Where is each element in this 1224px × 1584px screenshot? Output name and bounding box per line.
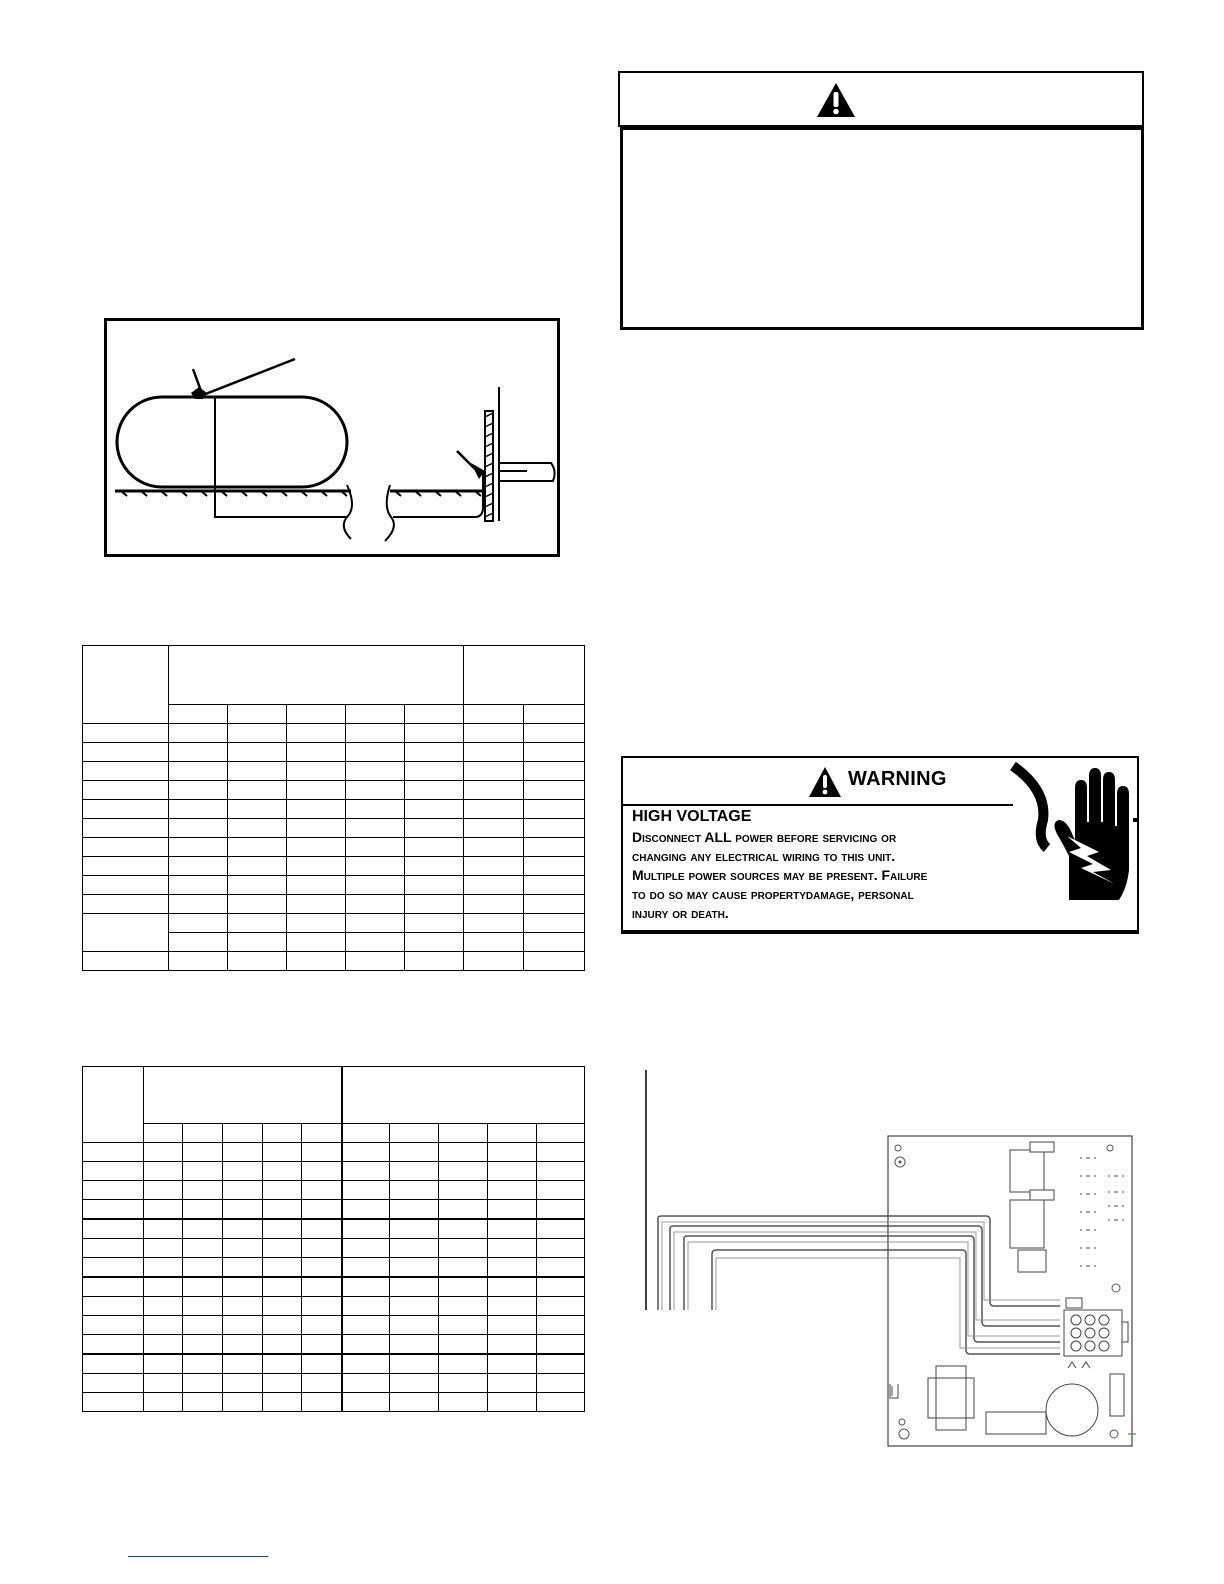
top-warning-header <box>618 71 1144 127</box>
warning-triangle-icon <box>816 82 856 118</box>
table-row <box>83 762 585 781</box>
warning-line: Disconnect ALL power before servicing or <box>632 829 897 845</box>
table-row <box>83 781 585 800</box>
table-row <box>83 1374 585 1393</box>
table-row <box>83 819 585 838</box>
warning-heading: WARNING <box>848 768 947 790</box>
footer-link-underline[interactable] <box>128 1556 268 1557</box>
table-row <box>83 743 585 762</box>
tank-illustration-frame <box>104 318 560 557</box>
relay-3 <box>1018 1250 1046 1272</box>
table-row <box>83 1200 585 1220</box>
table-two <box>82 1066 585 1412</box>
table-row <box>83 1239 585 1258</box>
warning-header-row <box>623 758 1013 806</box>
table-row <box>83 1297 585 1316</box>
table-two-subheader-row <box>83 1124 585 1143</box>
table-row <box>83 1181 585 1200</box>
table-row <box>83 724 585 743</box>
top-warning-body <box>620 127 1144 330</box>
transformer <box>936 1366 966 1430</box>
relay-2 <box>1010 1200 1044 1248</box>
table-one-header-row <box>83 646 585 705</box>
warning-line: Multiple power sources may be present. Failure <box>632 867 928 883</box>
propane-tank-diagram <box>107 321 557 554</box>
warning-triangle-icon <box>808 766 842 798</box>
table-row <box>83 952 585 971</box>
table-row <box>83 838 585 857</box>
table-row <box>83 1393 585 1412</box>
table-row <box>83 800 585 819</box>
high-voltage-warning-panel <box>621 756 1139 934</box>
warning-text <box>632 828 1052 923</box>
table-row <box>83 1219 585 1239</box>
warning-title: HIGH VOLTAGE <box>632 808 752 825</box>
table-row <box>83 1335 585 1355</box>
table-row <box>83 1316 585 1335</box>
propane-tank <box>117 397 347 487</box>
table-row <box>83 1277 585 1297</box>
electric-hand-icon <box>1007 760 1137 930</box>
table-row <box>83 876 585 895</box>
top-warning-box <box>618 71 1144 331</box>
warning-line: changing any electrical wiring to this unit. <box>632 848 896 864</box>
table-row <box>83 895 585 914</box>
table-one <box>82 645 585 971</box>
warning-line: to do so may cause propertydamage, personal <box>632 886 914 902</box>
control-board-wiring-diagram <box>640 1066 1140 1456</box>
table-row <box>83 857 585 876</box>
table-row <box>83 1354 585 1374</box>
table-row <box>83 1162 585 1181</box>
relay-1 <box>1010 1150 1044 1192</box>
warning-line: injury or death. <box>632 905 729 921</box>
table-one-header-cell <box>464 646 585 705</box>
table-one-header-cell <box>169 646 464 705</box>
table-row <box>83 1258 585 1278</box>
table-two-header-row <box>83 1067 585 1124</box>
table-row <box>83 914 585 933</box>
table-row <box>83 1143 585 1162</box>
table-one-header-cell <box>83 646 169 724</box>
